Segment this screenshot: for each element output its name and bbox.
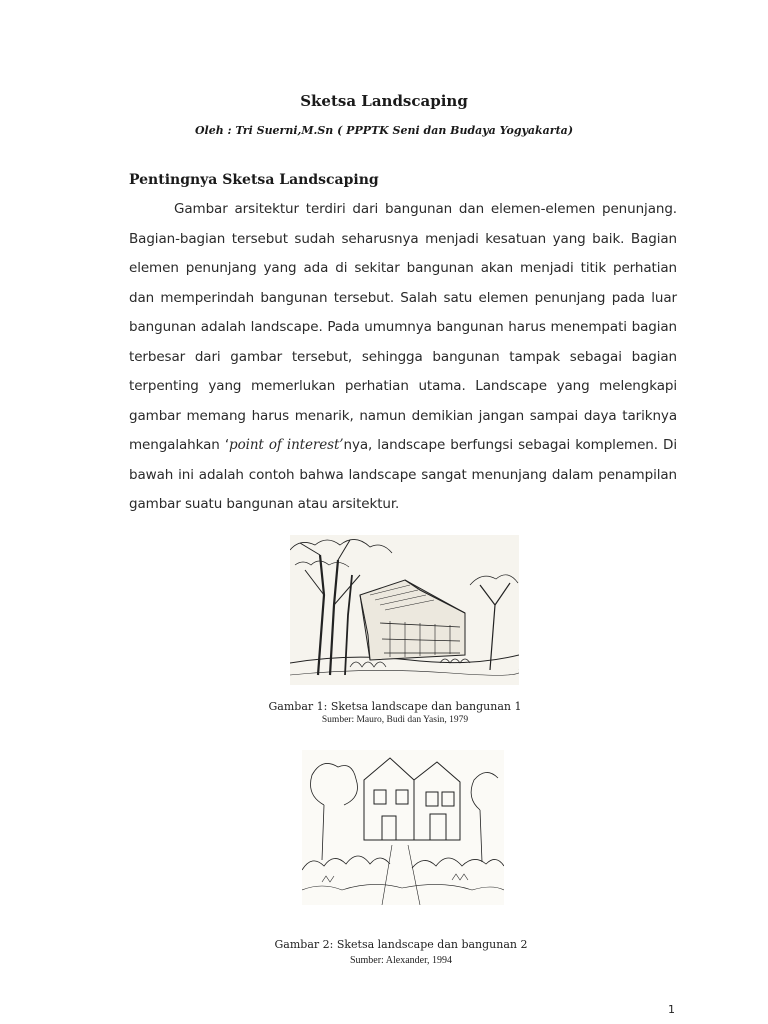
landscape-sketch-2-image [302,750,504,905]
body-paragraph [129,195,677,520]
paragraph-text-part2: nya, landscape berfungsi sebagai komplemen. Di bawah ini adalah contoh bahwa landscape sangat menunjang dalam penampilan gambar suatu bangunan atau arsitektur. [129,437,677,512]
section-heading: Pentingnya Sketsa Landscaping [129,172,379,188]
figure-2-source: Sumber: Alexander, 1994 [349,955,453,966]
paragraph-emphasis: point of interest’ [229,437,344,453]
landscape-sketch-1-image [290,535,519,685]
document-title: Sketsa Landscaping [300,92,468,110]
figure-1-source: Sumber: Mauro, Budi dan Yasin, 1979 [321,715,469,725]
figure-2-caption: Gambar 2: Sketsa landscape dan bangunan 2 [274,938,528,951]
figure-1-caption: Gambar 1: Sketsa landscape dan bangunan 1 [268,700,522,713]
document-author: Oleh : Tri Suerni,M.Sn ( PPPTK Seni dan Budaya Yogyakarta) [194,124,574,137]
page-number: 1 [668,1003,675,1016]
paragraph-text-part1: Gambar arsitektur terdiri dari bangunan dan elemen-elemen penunjang. Bagian-bagian tersebut sudah seharusnya menjadi kesatuan yang baik. Bagian elemen penunjang yang ada di sekitar bangunan akan menjadi titik perhatian dan memperindah bangunan tersebut. Salah satu elemen penunjang pada luar bangunan adalah landscape. Pada umumnya bangunan harus menempati bagian terbesar dari gambar tersebut, sehingga bangunan tampak sebagai bagian terpenting yang memerlukan perhatian utama. Landscape yang melengkapi gambar memang harus menarik, namun demikian jangan sampai daya tariknya mengalahkan ‘ [129,201,677,453]
figure-1-sketch [290,535,519,685]
figure-2-sketch [302,750,504,905]
